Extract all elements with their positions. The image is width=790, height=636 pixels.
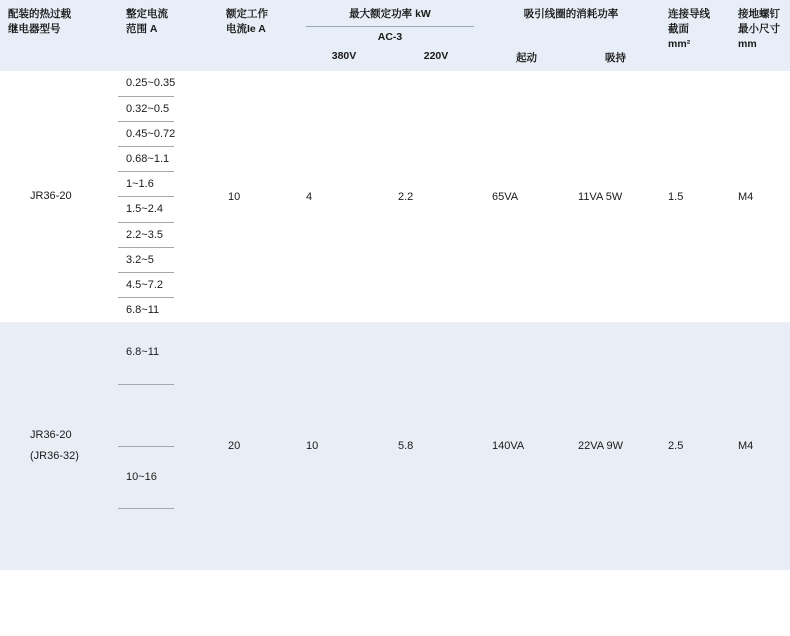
cell-relay-model-line1: JR36-20 [30, 429, 72, 442]
header-rated-current-line2: 电流Ie A [226, 23, 266, 36]
header-wire-section-unit: mm² [668, 38, 691, 51]
header-relay-model-line1: 配装的热过载 [8, 8, 71, 20]
header-ground-screw-line2: 最小尺寸 [738, 23, 781, 36]
range-item: 3.2~5 [118, 248, 174, 273]
range-item [118, 509, 174, 570]
cell-current-range-list [118, 322, 218, 570]
range-item: 0.45~0.72 [118, 122, 174, 147]
header-coil-power-spacer [482, 27, 660, 47]
header-ground-screw-unit: mm [738, 38, 757, 51]
header-rated-current-line1: 额定工作 [226, 8, 268, 20]
cell-coil-hold: 11VA 5W [578, 190, 623, 203]
cell-coil-hold: 22VA 9W [578, 440, 624, 453]
header-rated-current [218, 0, 298, 71]
cell-coil-start: 65VA [492, 190, 519, 203]
cell-power-380v: 4 [306, 190, 313, 203]
header-max-power-title: 最大额定功率 kW [349, 8, 431, 20]
cell-wire-section: 2.5 [668, 440, 684, 453]
header-coil-power-start: 起动 [516, 52, 538, 65]
cell-rated-current: 20 [228, 440, 241, 453]
cell-current-range-list [118, 71, 218, 322]
header-max-power-220v: 220V [423, 50, 449, 63]
header-coil-power-group [482, 0, 660, 71]
range-item [118, 385, 174, 447]
header-relay-model [0, 0, 118, 71]
cell-ground-screw: M4 [738, 190, 754, 203]
cell-power-380v: 10 [306, 440, 319, 453]
cell-power-220v: 2.2 [398, 190, 414, 203]
range-item: 1.5~2.4 [118, 197, 174, 222]
range-item: 0.25~0.35 [118, 71, 174, 96]
table-row [0, 322, 790, 570]
range-item: 1~1.6 [118, 172, 174, 197]
cell-power-220v: 5.8 [398, 440, 414, 453]
cell-ground-screw: M4 [738, 440, 754, 453]
header-max-power-380v: 380V [331, 50, 357, 63]
range-item: 10~16 [118, 447, 174, 509]
cell-relay-model-line2: (JR36-32) [30, 450, 79, 463]
header-wire-section-line2: 截面 [668, 23, 690, 36]
cell-relay-model [0, 322, 118, 570]
header-coil-power-hold: 吸持 [605, 52, 627, 65]
cell-relay-model: JR36-20 [30, 190, 72, 203]
header-current-range-line2: 范围 A [126, 23, 158, 36]
range-item: 6.8~11 [126, 304, 160, 317]
table-row [0, 71, 790, 322]
header-ground-screw [730, 0, 790, 71]
header-wire-section [660, 0, 730, 71]
header-ground-screw-line1: 接地螺钉 [738, 8, 781, 20]
range-item: 0.68~1.1 [118, 147, 174, 172]
header-wire-section-line1: 连接导线 [668, 8, 711, 20]
header-coil-power-title: 吸引线圈的消耗功率 [523, 8, 619, 20]
cell-coil-start: 140VA [492, 440, 525, 453]
header-current-range [118, 0, 218, 71]
range-item: 2.2~3.5 [118, 223, 174, 248]
header-relay-model-line2: 继电器型号 [8, 23, 61, 36]
range-item: 4.5~7.2 [118, 273, 174, 298]
header-max-power-ac3: AC-3 [377, 31, 403, 44]
header-current-range-line1: 整定电流 [126, 8, 168, 20]
cell-wire-section: 1.5 [668, 190, 684, 203]
table-header-row [0, 0, 790, 71]
header-max-power-group [298, 0, 482, 71]
cell-rated-current: 10 [228, 190, 241, 203]
range-item: 6.8~11 [118, 322, 174, 384]
range-item: 0.32~0.5 [118, 97, 174, 122]
